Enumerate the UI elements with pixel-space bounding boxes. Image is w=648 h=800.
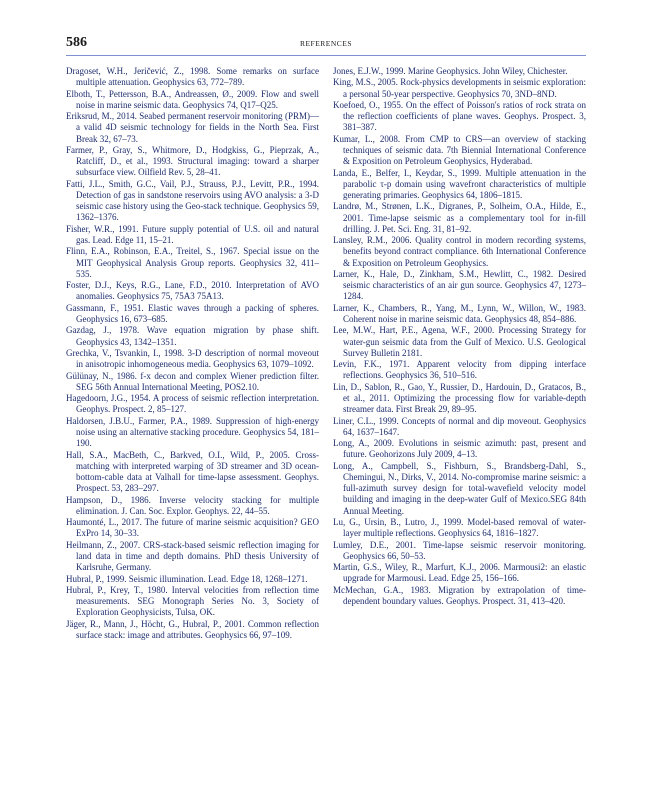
reference-entry: Foster, D.J., Keys, R.G., Lane, F.D., 2010. Interpretation of AVO anomalies. Geophysics 75, 75A3 75A13. bbox=[66, 280, 319, 302]
reference-entry: Lumley, D.E., 2001. Time-lapse seismic reservoir monitoring. Geophysics 66, 50–53. bbox=[333, 539, 586, 561]
reference-entry: Jones, E.J.W., 1999. Marine Geophysics. John Wiley, Chichester. bbox=[333, 66, 568, 76]
reference-entry: Lansley, R.M., 2006. Quality control in modern recording systems, benefits beyond contract compliance. 6th International Conference & Exposition on Petroleum Geophysics. bbox=[333, 235, 586, 268]
references-column-right bbox=[333, 66, 586, 607]
reference-entry: Kumar, L., 2008. From CMP to CRS—an overview of stacking techniques of seismic data. 7th Biennial International Conference & Exposition on Petroleum Geophysics, Hyderabad. bbox=[333, 133, 586, 167]
reference-entry: McMechan, G.A., 1983. Migration by extrapolation of time-dependent boundary values. Geophys. Prospect. 31, 413–420. bbox=[333, 584, 586, 606]
reference-entry: Grechka, V., Tsvankin, I., 1998. 3-D description of normal moveout in anisotropic inhomogeneous media. Geophysics 63, 1079–1092. bbox=[66, 347, 319, 370]
reference-entry: Koefoed, O., 1955. On the effect of Poisson's ratios of rock strata on the reflection coefficients of plane waves. Geophys. Prospect. 3, 381–387. bbox=[333, 99, 586, 133]
reference-entry: Gassmann, F., 1951. Elastic waves through a packing of spheres. Geophysics 16, 673–685. bbox=[66, 302, 319, 324]
reference-entry: Liner, C.L., 1999. Concepts of normal and dip moveout. Geophysics 64, 1637–1647. bbox=[333, 415, 586, 437]
reference-entry: Eriksrud, M., 2014. Seabed permanent reservoir monitoring (PRM)—a valid 4D seismic technology for fields in the North Sea. First Break 32, 67–73. bbox=[66, 111, 319, 144]
running-head: REFERENCES bbox=[299, 39, 353, 48]
reference-entry: Fisher, W.R., 1991. Future supply potential of U.S. oil and natural gas. Lead. Edge 11, 15–21. bbox=[66, 223, 319, 245]
reference-entry: Fatti, J.L., Smith, G.C., Vail, P.J., Strauss, P.J., Levitt, P.R., 1994. Detection of gas in sandstone reservoirs using AVO analysis: a 3-D seismic case history using the Geo-stack technique. Geophysics 59, 1362–1376. bbox=[66, 178, 319, 223]
reference-entry: Hubral, P., 1999. Seismic illumination. Lead. Edge 18, 1268–1271. bbox=[66, 573, 308, 584]
reference-entry: Larner, K., Chambers, R., Yang, M., Lynn, W., Willon, W., 1983. Coherent noise in marine seismic data. Geophysics 48, 854–886. bbox=[333, 302, 586, 324]
reference-entry: Hagedoorn, J.G., 1954. A process of seismic reflection interpretation. Geophys. Prospect. 2, 85–127. bbox=[66, 393, 319, 415]
reference-entry: Haldorsen, J.B.U., Farmer, P.A., 1989. Suppression of high-energy noise using an alternative stacking procedure. Geophysics 54, 181–190. bbox=[66, 415, 319, 449]
reference-entry: Long, A., 2009. Evolutions in seismic azimuth: past, present and future. Geohorizons July 2009, 4–13. bbox=[333, 438, 586, 460]
reference-entry: Lu, G., Ursin, B., Lutro, J., 1999. Model-based removal of water-layer multiple reflections. Geophysics 64, 1816–1827. bbox=[333, 516, 586, 539]
reference-entry: Lee, M.W., Hart, P.E., Agena, W.F., 2000. Processing Strategy for water-gun seismic data from the Gulf of Mexico. U.S. Geological Survey Bulletin 2181. bbox=[333, 325, 586, 358]
reference-entry: Gülünay, N., 1986. f-x decon and complex Wiener prediction filter. SEG 56th Annual International Meeting, POS2.10. bbox=[66, 370, 319, 392]
page-number: 586 bbox=[66, 35, 87, 50]
reference-entry: Haumonté, L., 2017. The future of marine seismic acquisition? GEO ExPro 14, 30–33. bbox=[66, 517, 319, 539]
reference-entry: Hubral, P., Krey, T., 1980. Interval velocities from reflection time measurements. SEG Monograph Series No. 3, Society of Exploration Geophysicists, Tulsa, OK. bbox=[66, 584, 319, 618]
references-column-left bbox=[66, 66, 319, 641]
reference-entry: Hampson, D., 1986. Inverse velocity stacking for multiple elimination. J. Can. Soc. Explor. Geophys. 22, 44–55. bbox=[66, 494, 319, 516]
reference-entry: Landrø, M., Strønen, L.K., Digranes, P., Solheim, O.A., Hilde, E., 2001. Time-lapse seismic as a complementary tool for in-fill drilling. J. Pet. Sci. Eng. 31, 81–92. bbox=[333, 201, 586, 234]
reference-entry: King, M.S., 2005. Rock-physics developments in seismic exploration: a personal 50-year perspective. Geophysics 70, 3ND–8ND. bbox=[333, 77, 586, 99]
header-rule bbox=[66, 55, 586, 56]
reference-entry: Jäger, R., Mann, J., Höcht, G., Hubral, P., 2001. Common reflection surface stack: image and attributes. Geophysics 66, 97–109. bbox=[66, 618, 319, 640]
reference-entry: Dragoset, W.H., Jeričević, Z., 1998. Some remarks on surface multiple attenuation. Geophysics 63, 772–789. bbox=[66, 66, 319, 88]
reference-entry: Martin, G.S., Wiley, R., Marfurt, K.J., 2006. Marmousi2: an elastic upgrade for Marmousi. Lead. Edge 25, 156–166. bbox=[333, 562, 586, 584]
reference-entry: Farmer, P., Gray, S., Whitmore, D., Hodgkiss, G., Pieprzak, A., Ratcliff, D., et al., 1993. Structural imaging: toward a sharper subsurface view. Oilfield Rev. 5, 28–41. bbox=[66, 144, 319, 178]
reference-entry: Hall, S.A., MacBeth, C., Barkved, O.I., Wild, P., 2005. Cross-matching with interpreted warping of 3D streamer and 3D ocean-bottom-cable data at Valhall for time-lapse assessment. Geophys. Prospect. 53, 283–297. bbox=[66, 449, 319, 494]
reference-entry: Levin, F.K., 1971. Apparent velocity from dipping interface reflections. Geophysics 36, 510–516. bbox=[333, 359, 586, 381]
reference-entry: Elboth, T., Pettersson, B.A., Andreassen, Ø., 2009. Flow and swell noise in marine seismic data. Geophysics 74, Q17–Q25. bbox=[66, 88, 319, 110]
reference-entry: Landa, E., Belfer, I., Keydar, S., 1999. Multiple attenuation in the parabolic τ-p domain using wavefront characteristics of multiple generating primaries. Geophysics 64, 1806–1815. bbox=[333, 167, 586, 200]
reference-entry: Long, A., Campbell, S., Fishburn, S., Brandsberg-Dahl, S., Chemingui, N., Dirks, V., 2014. No-compromise marine seismic: a full-azimuth survey design for total-wavefield velocity model building and imaging in the deep-water Gulf of Mexico.SEG 84th Annual Meeting. bbox=[333, 460, 586, 516]
page-header bbox=[66, 34, 586, 56]
reference-entry: Larner, K., Hale, D., Zinkham, S.M., Hewlitt, C., 1982. Desired seismic characteristics of an air gun source. Geophysics 47, 1273–1284. bbox=[333, 268, 586, 302]
reference-entry: Heilmann, Z., 2007. CRS-stack-based seismic reflection imaging for land data in time and depth domains. PhD thesis University of Karlsruhe, Germany. bbox=[66, 539, 319, 573]
reference-entry: Lin, D., Sablon, R., Gao, Y., Russier, D., Hardouin, D., Gratacos, B., et al., 2011. Optimizing the processing flow for variable-depth streamer data. First Break 29, 89–95. bbox=[333, 381, 586, 415]
reference-entry: Gazdag, J., 1978. Wave equation migration by phase shift. Geophysics 43, 1342–1351. bbox=[66, 325, 319, 347]
reference-entry: Flinn, E.A., Robinson, E.A., Treitel, S., 1967. Special issue on the MIT Geophysical Analysis Group reports. Geophysics 32, 411–535. bbox=[66, 246, 319, 279]
